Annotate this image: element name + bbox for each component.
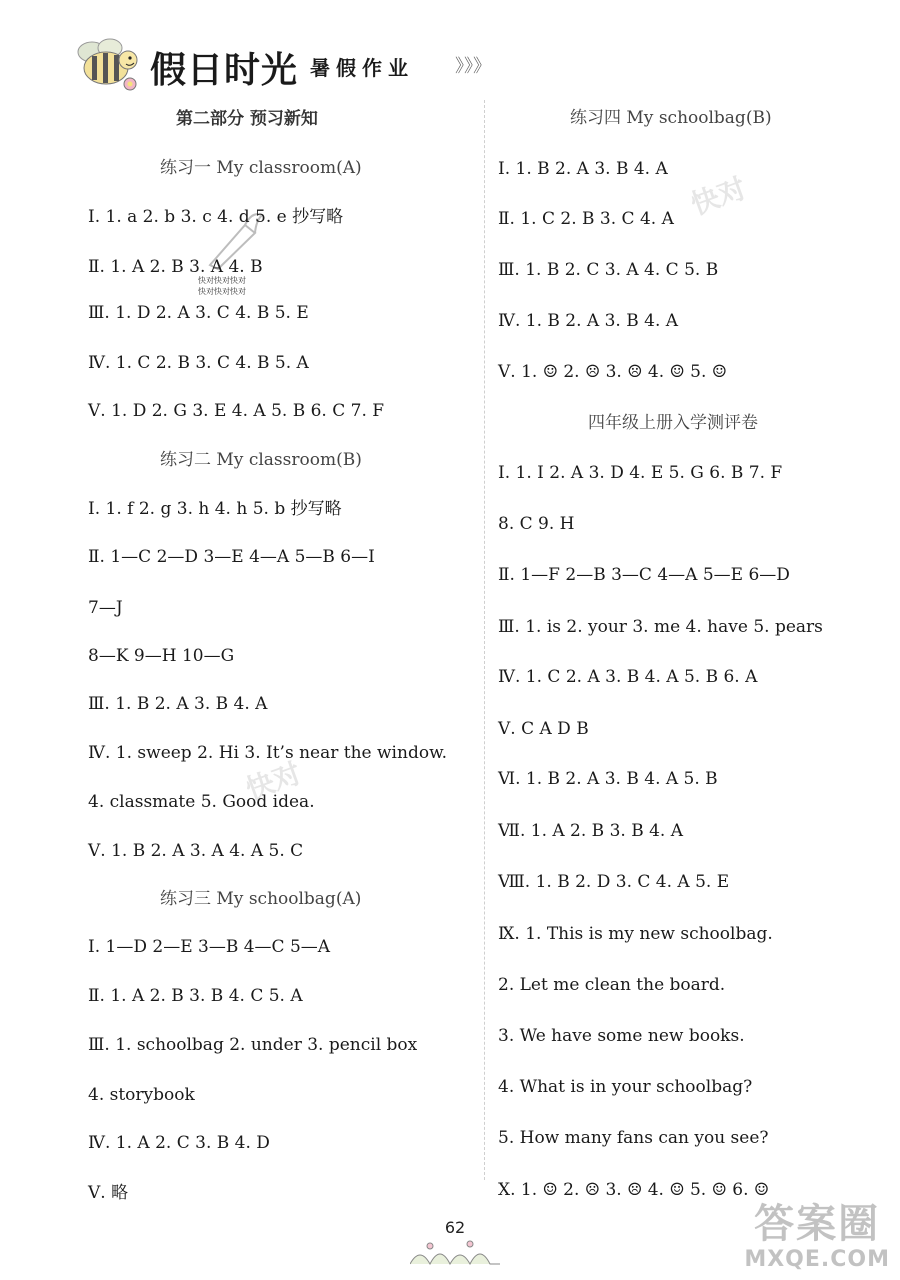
answer-line: Ⅳ. 1. C 2. B 3. C 4. B 5. A: [88, 353, 309, 373]
brand-subtitle: 暑假作业: [310, 56, 414, 80]
answer-line: 4. classmate 5. Good idea.: [88, 792, 315, 812]
answer-line: 8—K 9—H 10—G: [88, 646, 235, 666]
answer-line: Ⅴ. 1. ☺ 2. ☹ 3. ☹ 4. ☺ 5. ☺: [498, 362, 728, 382]
answer-line: Ⅴ. 1. D 2. G 3. E 4. A 5. B 6. C 7. F: [88, 401, 385, 421]
answer-line: Ⅲ. 1. is 2. your 3. me 4. have 5. pears: [498, 617, 823, 637]
bee-icon: [70, 34, 150, 94]
exercise-heading-3: 练习三 My schoolbag(A): [160, 889, 362, 909]
answer-line: 5. How many fans can you see?: [498, 1128, 769, 1148]
answer-line: 2. Let me clean the board.: [498, 975, 726, 995]
column-divider: [484, 100, 485, 1180]
answer-line: Ⅴ. 1. B 2. A 3. A 4. A 5. C: [88, 841, 304, 861]
exercise-heading-1: 练习一 My classroom(A): [160, 158, 362, 178]
corner-watermark: [744, 1201, 890, 1272]
answer-line: Ⅷ. 1. B 2. D 3. C 4. A 5. E: [498, 872, 730, 892]
corner-watermark-title: 答案圈: [754, 1201, 881, 1247]
exercise-heading-2: 练习二 My classroom(B): [160, 450, 362, 470]
answer-line: Ⅸ. 1. This is my new schoolbag.: [498, 924, 773, 944]
answer-line: Ⅳ. 1. B 2. A 3. B 4. A: [498, 311, 679, 331]
exercise-heading-4: 练习四 My schoolbag(B): [570, 108, 772, 128]
answer-line: Ⅲ. 1. schoolbag 2. under 3. pencil box: [88, 1035, 418, 1055]
small-watermark-2: 快对快对快对: [198, 287, 246, 296]
page-number: 62: [444, 1218, 466, 1237]
answer-line: Ⅳ. 1. sweep 2. Hi 3. It’s near the window.: [88, 743, 448, 763]
grass-decoration-icon: [410, 1236, 500, 1266]
answer-line: Ⅱ. 1. C 2. B 3. C 4. A: [498, 209, 674, 229]
answer-line: Ⅰ. 1. a 2. b 3. c 4. d 5. e 抄写略: [88, 207, 344, 227]
answer-line: Ⅱ. 1. A 2. B 3. B 4. C 5. A: [88, 986, 303, 1006]
answer-line: Ⅱ. 1—F 2—B 3—C 4—A 5—E 6—D: [498, 565, 790, 585]
answer-line: Ⅶ. 1. A 2. B 3. B 4. A: [498, 821, 683, 841]
exam-heading: 四年级上册入学测评卷: [588, 413, 758, 433]
corner-watermark-url: MXQE.COM: [744, 1247, 890, 1272]
answer-line: Ⅰ. 1. B 2. A 3. B 4. A: [498, 159, 668, 179]
answer-line: Ⅳ. 1. A 2. C 3. B 4. D: [88, 1133, 270, 1153]
answer-line: 7—J: [88, 598, 123, 618]
answer-line: Ⅰ. 1. f 2. g 3. h 4. h 5. b 抄写略: [88, 499, 342, 519]
answer-line: Ⅲ. 1. B 2. A 3. B 4. A: [88, 694, 268, 714]
small-watermark-1: 快对快对快对: [198, 276, 246, 285]
answer-line: Ⅰ. 1. I 2. A 3. D 4. E 5. G 6. B 7. F: [498, 463, 783, 483]
brand-title: 假日时光: [150, 50, 299, 91]
answer-line: 3. We have some new books.: [498, 1026, 745, 1046]
answer-line: Ⅲ. 1. B 2. C 3. A 4. C 5. B: [498, 260, 719, 280]
answer-line: 4. storybook: [88, 1085, 195, 1105]
header: [70, 30, 490, 100]
kuaidui-watermark: 快对: [686, 171, 751, 222]
answer-line: 8. C 9. H: [498, 514, 575, 534]
answer-line: Ⅲ. 1. D 2. A 3. C 4. B 5. E: [88, 303, 309, 323]
answer-line: Ⅰ. 1—D 2—E 3—B 4—C 5—A: [88, 937, 331, 957]
section-title: 第二部分 预习新知: [176, 109, 318, 129]
kuaidui-watermark: 快对: [241, 756, 306, 807]
answer-line: Ⅳ. 1. C 2. A 3. B 4. A 5. B 6. A: [498, 667, 758, 687]
answer-line: Ⅹ. 1. ☺ 2. ☹ 3. ☹ 4. ☺ 5. ☺ 6. ☺: [498, 1180, 770, 1200]
answer-line: Ⅱ. 1—C 2—D 3—E 4—A 5—B 6—I: [88, 547, 375, 567]
answer-line: Ⅴ. 略: [88, 1183, 129, 1203]
answer-line: 4. What is in your schoolbag?: [498, 1077, 753, 1097]
answer-line: Ⅴ. C A D B: [498, 719, 589, 739]
answer-line: Ⅵ. 1. B 2. A 3. B 4. A 5. B: [498, 769, 718, 789]
chevrons-decoration: 》》》: [455, 56, 491, 77]
answer-line: Ⅱ. 1. A 2. B 3. A 4. B: [88, 257, 263, 277]
